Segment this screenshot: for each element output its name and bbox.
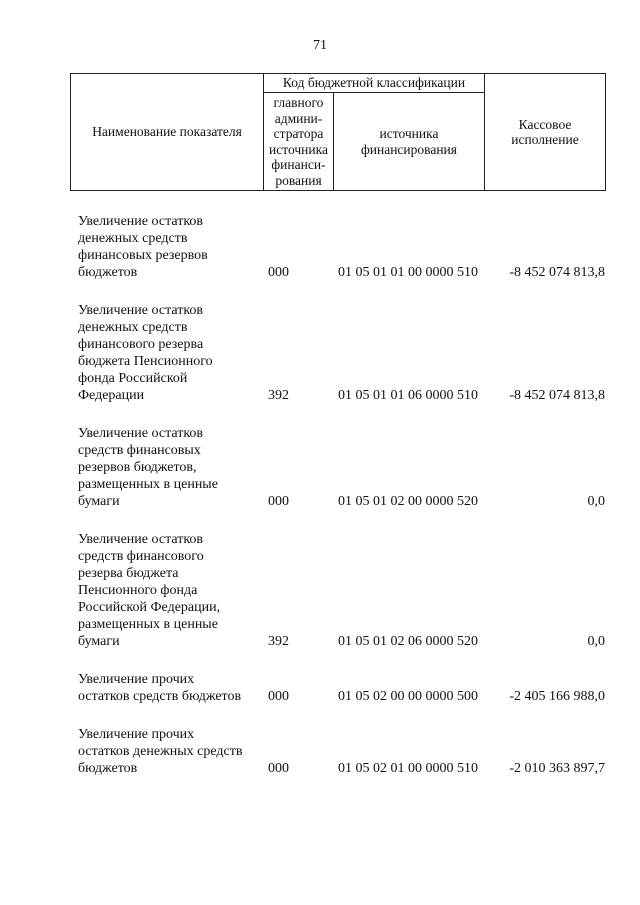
admin-code-cell: 000 [268,761,289,776]
header-admin-line: финанси- [271,157,326,172]
row-spacer [78,650,605,671]
amount-cell: -2 010 363 897,7 [509,761,605,776]
row-spacer [78,705,605,726]
indicator-name-line: бюджетов [78,265,138,280]
indicator-name-cell [78,531,268,650]
indicator-name-line: Увеличение остатков [78,303,204,318]
header-admin-line: главного [273,95,324,110]
indicator-name-line: резерва бюджета [78,566,179,581]
table-row [78,425,605,510]
admin-code-cell: 000 [268,689,289,704]
indicator-name-line: размещенных в ценные [78,617,218,632]
indicator-name-line: Увеличение прочих [78,727,195,742]
amount-cell: -8 452 074 813,8 [509,388,605,403]
indicator-name-line: Федерации [78,388,145,403]
admin-code-cell: 000 [268,494,289,509]
header-admin-line: админи- [274,110,323,126]
amount-cell: 0,0 [587,494,605,509]
amount-cell: 0,0 [587,634,605,649]
header-amount-cell [485,74,606,191]
source-code-cell: 01 05 01 02 06 0000 520 [338,634,478,649]
header-name-label: Наименование показателя [92,124,242,140]
indicator-name-cell [78,213,268,281]
row-spacer [78,404,605,425]
indicator-name-line: денежных средств [78,231,188,246]
indicator-name-line: Увеличение остатков [78,426,204,441]
table-row [78,531,605,650]
source-code-cell: 01 05 02 01 00 0000 510 [338,761,478,776]
indicator-name-line: фонда Российской [78,371,188,386]
table-row [78,302,605,404]
indicator-name-line: размещенных в ценные [78,477,218,492]
indicator-name-line: бумаги [78,634,120,649]
source-code-cell: 01 05 02 00 00 0000 500 [338,689,478,704]
header-source-line: источника [379,126,439,141]
amount-cell: -8 452 074 813,8 [509,265,605,280]
source-code-cell: 01 05 01 01 06 0000 510 [338,388,478,403]
indicator-name-cell [78,726,268,777]
header-admin-cell [264,93,334,191]
indicator-name-line: Увеличение остатков [78,214,204,229]
indicator-name-line: бюджета Пенсионного [78,354,213,369]
header-group-cell [264,74,485,93]
indicator-name-line: финансового резерва [78,337,204,352]
source-code-cell: 01 05 01 01 00 0000 510 [338,265,478,280]
amount-cell: -2 405 166 988,0 [509,689,605,704]
header-group-label: Код бюджетной классификации [282,75,466,91]
indicator-name-line: Увеличение остатков [78,532,204,547]
admin-code-cell: 392 [268,634,289,649]
indicator-name-line: денежных средств [78,320,188,335]
table-body [78,213,605,777]
indicator-name-line: резервов бюджетов, [78,460,197,475]
table-row [78,671,605,705]
indicator-name-line: Российской Федерации, [78,600,221,615]
table-row [78,726,605,777]
indicator-name-line: средств финансовых [78,443,201,458]
indicator-name-line: Увеличение прочих [78,672,195,687]
header-admin-line: стратора [273,126,324,141]
header-amount-line: исполнение [511,132,579,147]
header-admin-line: источника [269,141,328,157]
header-admin-line: рования [275,172,322,188]
page-number: 71 [313,38,327,53]
indicator-name-line: бюджетов [78,761,138,776]
header-source-cell [334,93,485,191]
indicator-name-cell [78,425,268,510]
table-row [78,213,605,281]
indicator-name-cell [78,671,268,705]
source-code-cell: 01 05 01 02 00 0000 520 [338,494,478,509]
indicator-name-cell [78,302,268,404]
indicator-name-line: средств финансового [78,549,204,564]
indicator-name-line: остатков денежных средств [78,744,243,759]
table-header [70,73,606,191]
indicator-name-line: Пенсионного фонда [78,583,198,598]
header-name-cell [71,74,264,191]
row-spacer [78,510,605,531]
row-spacer [78,281,605,302]
admin-code-cell: 392 [268,388,289,403]
indicator-name-line: остатков средств бюджетов [78,689,242,704]
header-amount-line: Кассовое [518,116,572,132]
indicator-name-line: финансовых резервов [78,248,208,263]
indicator-name-line: бумаги [78,494,120,509]
header-source-line: финансирования [361,141,457,157]
admin-code-cell: 000 [268,265,289,280]
